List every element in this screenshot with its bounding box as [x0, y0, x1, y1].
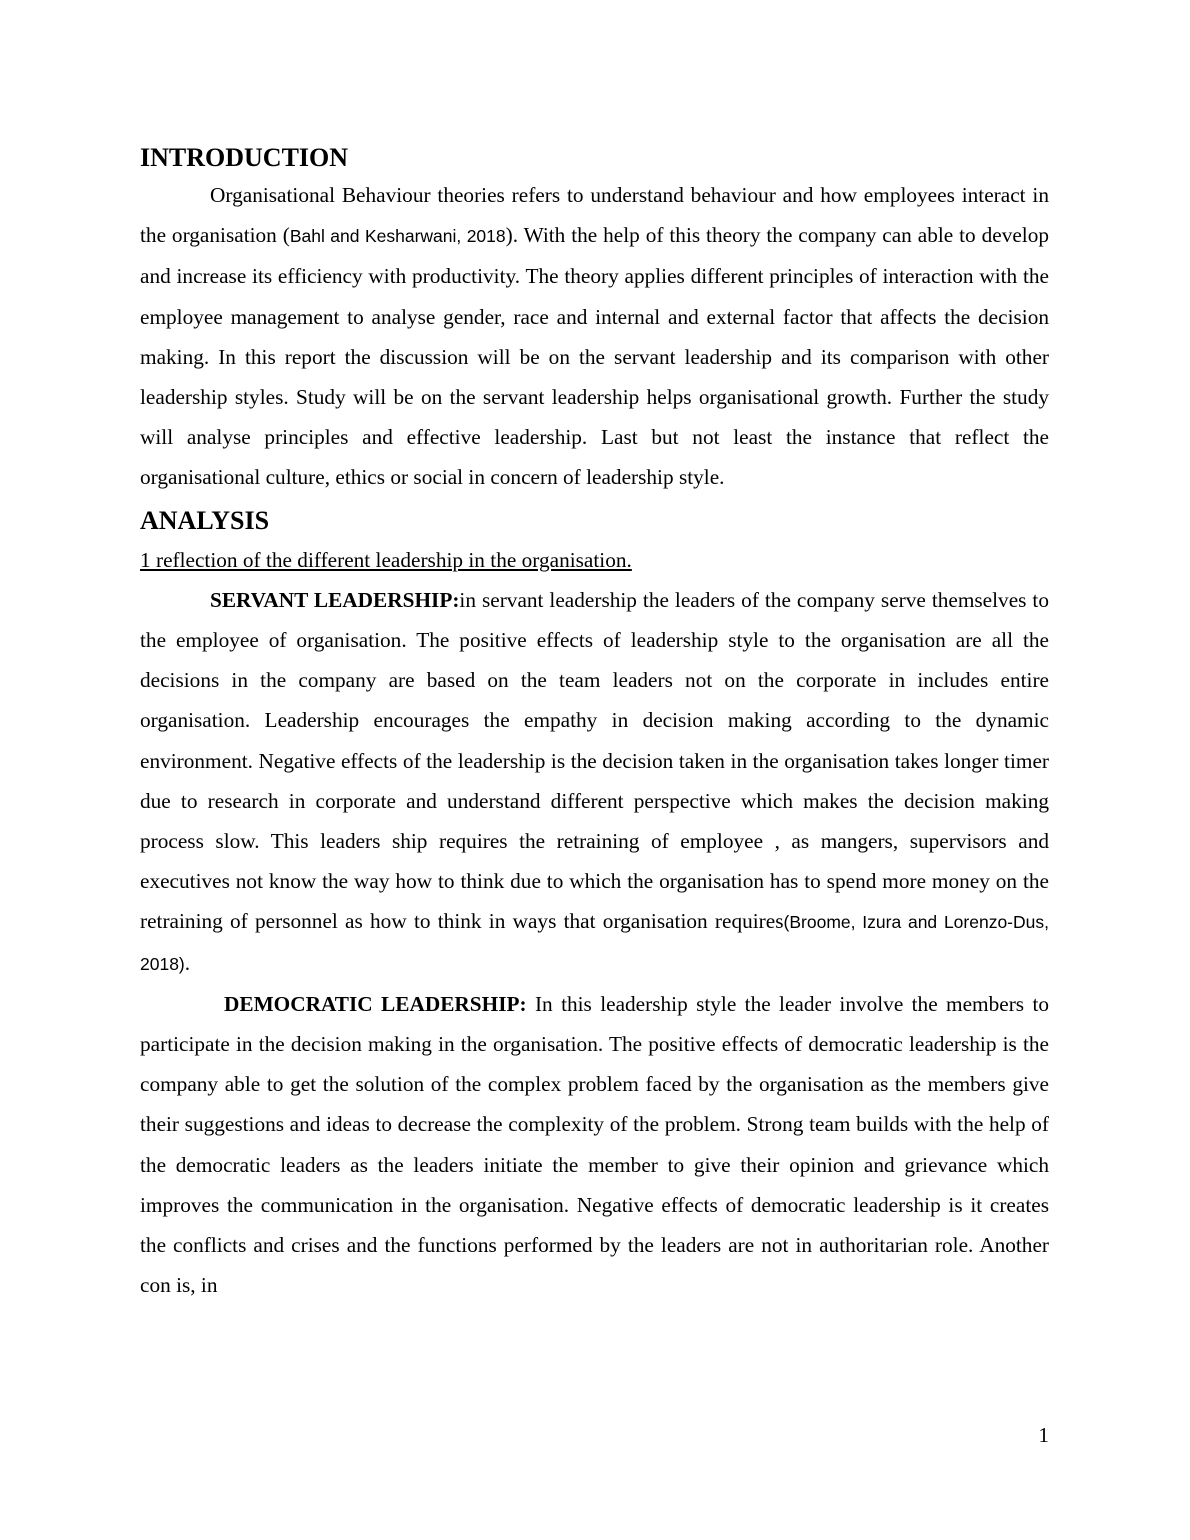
introduction-text-end: ). With the help of this theory the company can able to develop and increase its efficiency with productivity. The theory applies different principles of interaction with the employee management to analyse gender, race and internal and external factor that affects the decision making. In this report the discussion will be on the servant leadership and its comparison with other leadership styles. Study will be on the servant leadership helps organisational growth. Further the study will analyse principles and effective leadership. Last but not least the instance that reflect the organisational culture, ethics or social in concern of leadership style. — [140, 223, 1050, 490]
democratic-leadership-paragraph — [140, 984, 1049, 1306]
servant-leadership-paragraph — [140, 580, 1049, 984]
page-number: 1 — [1038, 1423, 1049, 1447]
servant-leadership-end: . — [184, 950, 191, 975]
democratic-leadership-text: In this leadership style the leader involve the members to participate in the decision making in the organisation. The positive effects of democratic leadership is the company able to get the solution of the complex problem faced by the organisation as the members give their suggestions and ideas to decrease the complexity of the problem. Strong team builds with the help of the democratic leaders as the leaders initiate the member to give their opinion and grievance which improves the communication in the organisation. Negative effects of democratic leadership is it creates the conflicts and crises and the functions performed by the leaders are not in authoritarian role. Another con is, in — [140, 991, 1050, 1298]
democratic-leadership-label: DEMOCRATIC LEADERSHIP: — [224, 991, 527, 1016]
analysis-heading: ANALYSIS — [140, 505, 270, 535]
analysis-subheading: 1 reflection of the different leadership in the organisation. — [140, 547, 632, 572]
introduction-text-start: Organisational Behaviour theories refers to understand behaviour and how employees interact in the organisation ( — [140, 183, 1049, 248]
document-page — [140, 138, 1049, 1305]
introduction-heading: INTRODUCTION — [140, 143, 349, 172]
introduction-paragraph — [140, 175, 1049, 498]
servant-leadership-label: SERVANT LEADERSHIP: — [210, 587, 460, 612]
introduction-citation: Bahl and Kesharwani, 2018 — [289, 226, 506, 247]
servant-leadership-citation: (Broome, Izura and Lorenzo-Dus, 2018) — [140, 912, 1049, 974]
servant-leadership-text: in servant leadership the leaders of the company serve themselves to the employee of organisation. The positive effects of leadership style to the organisation are all the decisions in the company are based on the team leaders not on the corporate in includes entire organisation. Leadership encourages the empathy in decision making according to the dynamic environment. Negative effects of the leadership is the decision taken in the organisation takes longer timer due to research in corporate and understand different perspective which makes the decision making process slow. This leaders ship requires the retraining of employee , as mangers, supervisors and executives not know the way how to think due to which the organisation has to spend more money on the retraining of personnel as how to think in ways that organisation requires — [140, 587, 1049, 934]
